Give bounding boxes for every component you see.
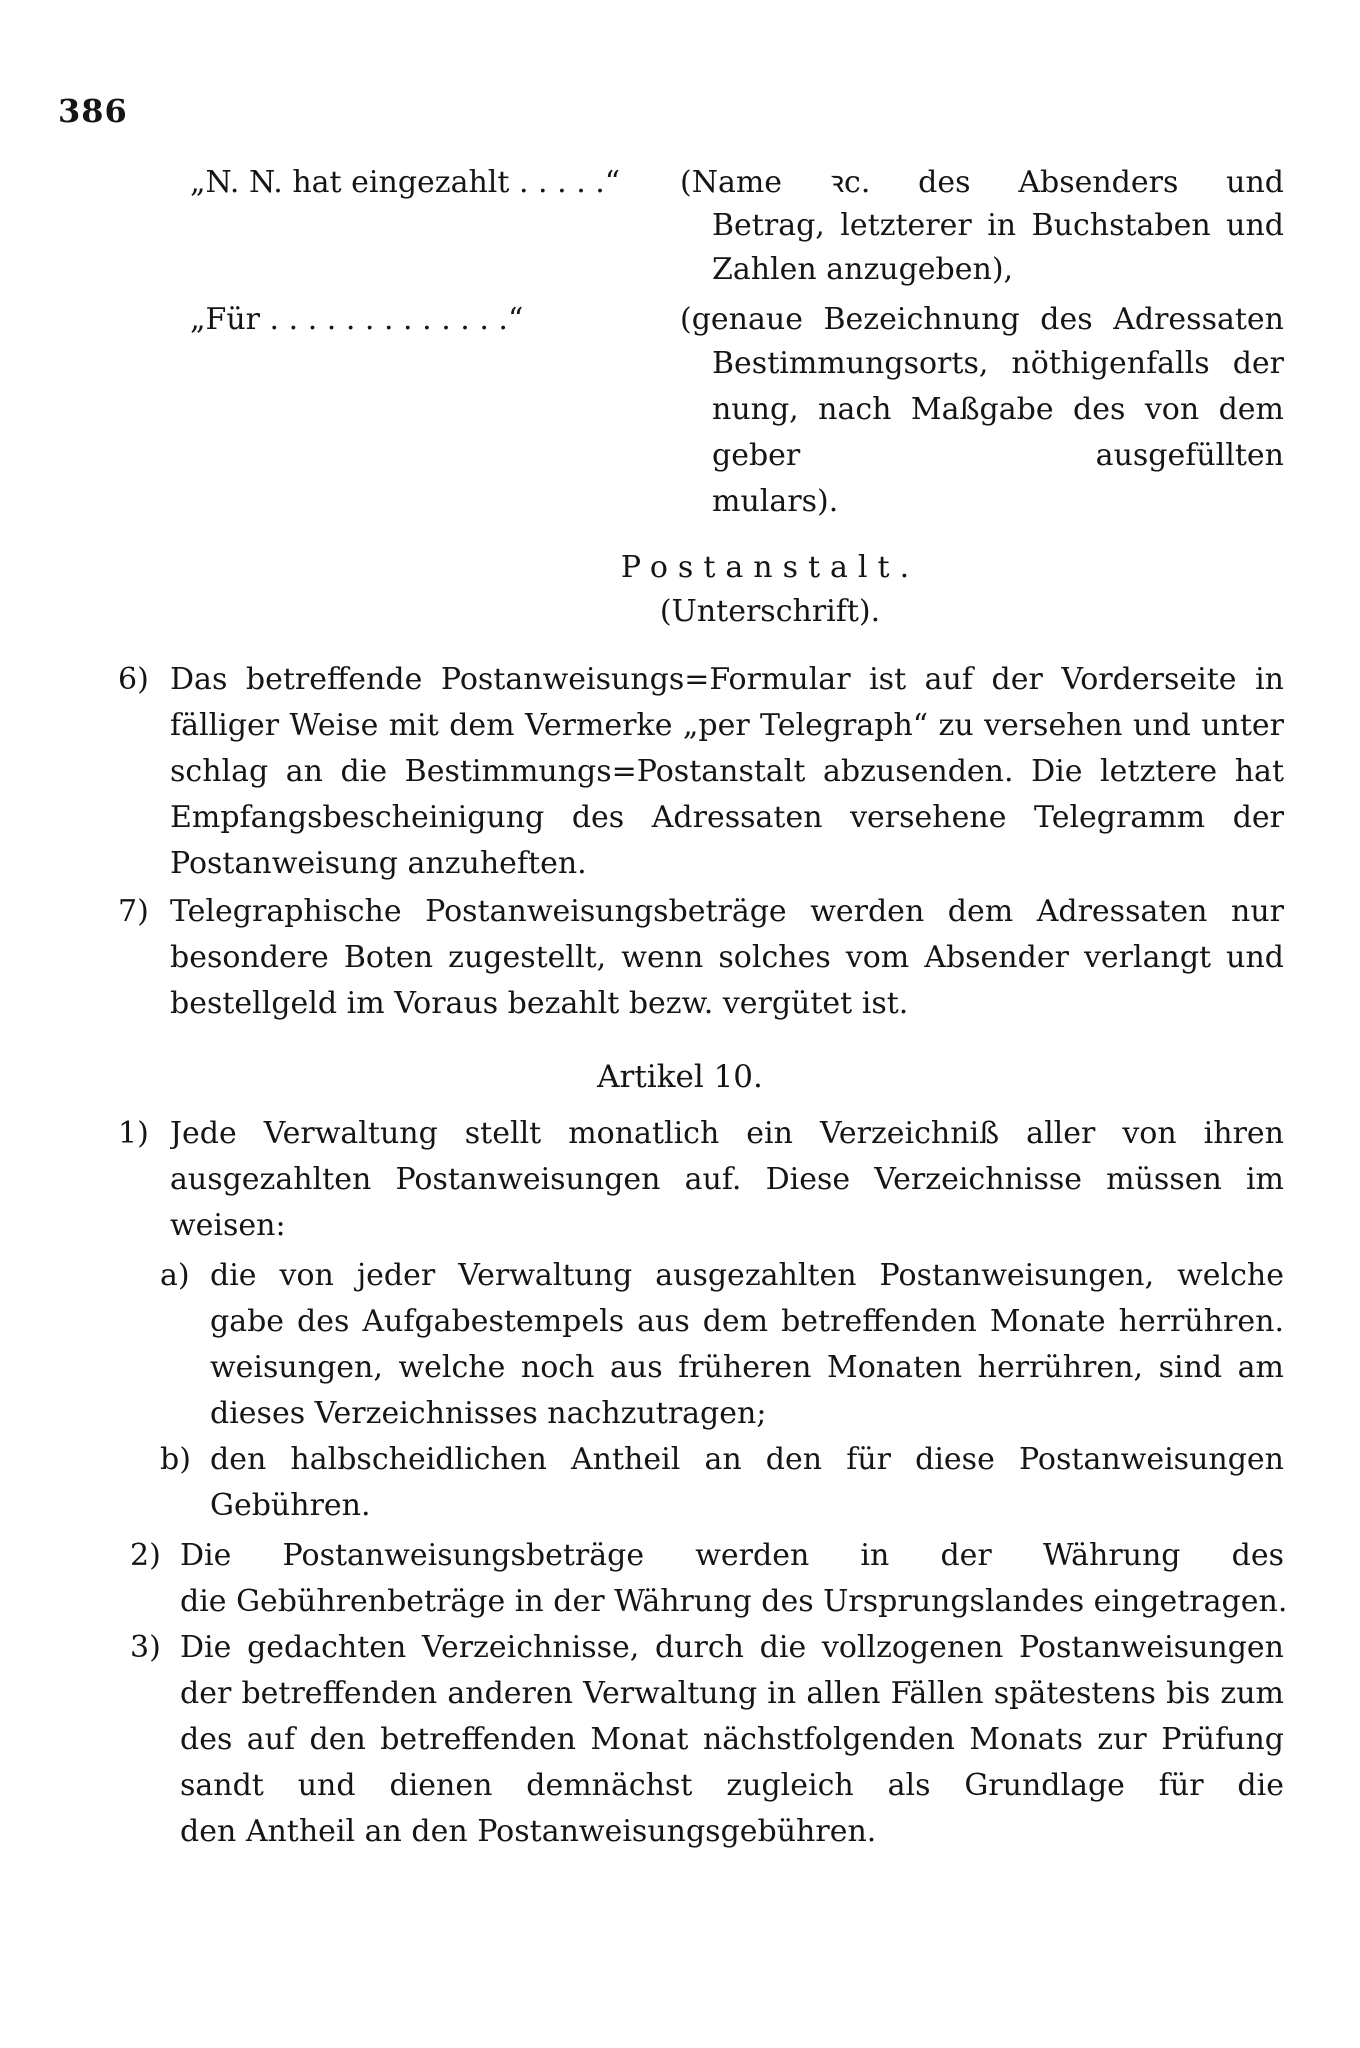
subitem-line: die von jeder Verwaltung ausgezahlten Postanweisungen, welche	[210, 1258, 1284, 1293]
form-label-eingezahlt: „N. N. hat eingezahlt . . . . .“	[190, 165, 621, 200]
paragraph-line: Empfangsbescheinigung des Adressaten versehene Telegramm der	[170, 800, 1284, 835]
subitem-label: b)	[160, 1442, 191, 1477]
form-text-line: mulars).	[712, 484, 839, 519]
paragraph-line: Telegraphische Postanweisungsbeträge werden dem Adressaten nur	[170, 894, 1284, 929]
paragraph-line: Die Postanweisungsbeträge werden in der Währung des	[180, 1538, 1284, 1573]
form-text-line: Zahlen anzugeben),	[712, 252, 1014, 287]
paragraph-line: des auf den betreffenden Monat nächstfolgenden Monats zur Prüfung	[180, 1722, 1284, 1757]
signature-title: Postanstalt.	[620, 550, 920, 585]
form-text-line: nung, nach Maßgabe des von dem	[712, 392, 1284, 427]
paragraph-number: 3)	[130, 1630, 161, 1665]
subitem-line: gabe des Aufgabestempels aus dem betreffenden Monate herrühren.	[210, 1304, 1284, 1339]
paragraph-line: besondere Boten zugestellt, wenn solches vom Absender verlangt und	[170, 940, 1284, 975]
subitem-line: dieses Verzeichnisses nachzutragen;	[210, 1396, 767, 1431]
paragraph-line: sandt und dienen demnächst zugleich als Grundlage für die	[180, 1768, 1284, 1803]
subitem-line: den halbscheidlichen Antheil an den für diese Postanweisungen	[210, 1442, 1284, 1477]
paragraph-number: 7)	[118, 894, 149, 929]
form-text-line: Bestimmungsorts, nöthigenfalls der	[712, 346, 1284, 381]
article-heading: Artikel 10.	[597, 1059, 763, 1095]
paragraph-line: Die gedachten Verzeichnisse, durch die vollzogenen Postanweisungen	[180, 1630, 1284, 1665]
subitem-label: a)	[160, 1258, 190, 1293]
form-label-fuer: „Für . . . . . . . . . . . . .“	[190, 302, 524, 337]
form-text-line: geber ausgefüllten	[712, 438, 1284, 473]
form-text-line: Betrag, letzterer in Buchstaben und	[712, 208, 1284, 243]
subitem-line: Gebühren.	[210, 1488, 371, 1523]
paragraph-line: fälliger Weise mit dem Vermerke „per Telegraph“ zu versehen und unter	[170, 708, 1284, 743]
paragraph-line: die Gebührenbeträge in der Währung des Ursprungslandes eingetragen.	[180, 1584, 1288, 1619]
form-text-line: (genaue Bezeichnung des Adressaten	[680, 302, 1284, 337]
paragraph-line: Das betreffende Postanweisungs=Formular ist auf der Vorderseite in	[170, 662, 1284, 697]
paragraph-line: den Antheil an den Postanweisungsgebühren.	[180, 1814, 877, 1849]
paragraph-number: 1)	[118, 1116, 149, 1151]
paragraph-line: bestellgeld im Voraus bezahlt bezw. vergütet ist.	[170, 986, 909, 1021]
paragraph-number: 2)	[130, 1538, 161, 1573]
paragraph-line: ausgezahlten Postanweisungen auf. Diese Verzeichnisse müssen im	[170, 1162, 1284, 1197]
paragraph-line: der betreffenden anderen Verwaltung in allen Fällen spätestens bis zum	[180, 1676, 1284, 1711]
paragraph-line: Jede Verwaltung stellt monatlich ein Verzeichniß aller von ihren	[170, 1116, 1284, 1151]
signature-subtitle: (Unterschrift).	[659, 594, 881, 629]
page-number: 386	[58, 92, 128, 130]
paragraph-line: schlag an die Bestimmungs=Postanstalt abzusenden. Die letztere hat	[170, 754, 1284, 789]
paragraph-number: 6)	[118, 662, 149, 697]
paragraph-line: Postanweisung anzuheften.	[170, 846, 587, 881]
paragraph-line: weisen:	[170, 1208, 286, 1243]
subitem-line: weisungen, welche noch aus früheren Monaten herrühren, sind am	[210, 1350, 1284, 1385]
form-text-line: (Name ꝛc. des Absenders und	[680, 165, 1284, 200]
